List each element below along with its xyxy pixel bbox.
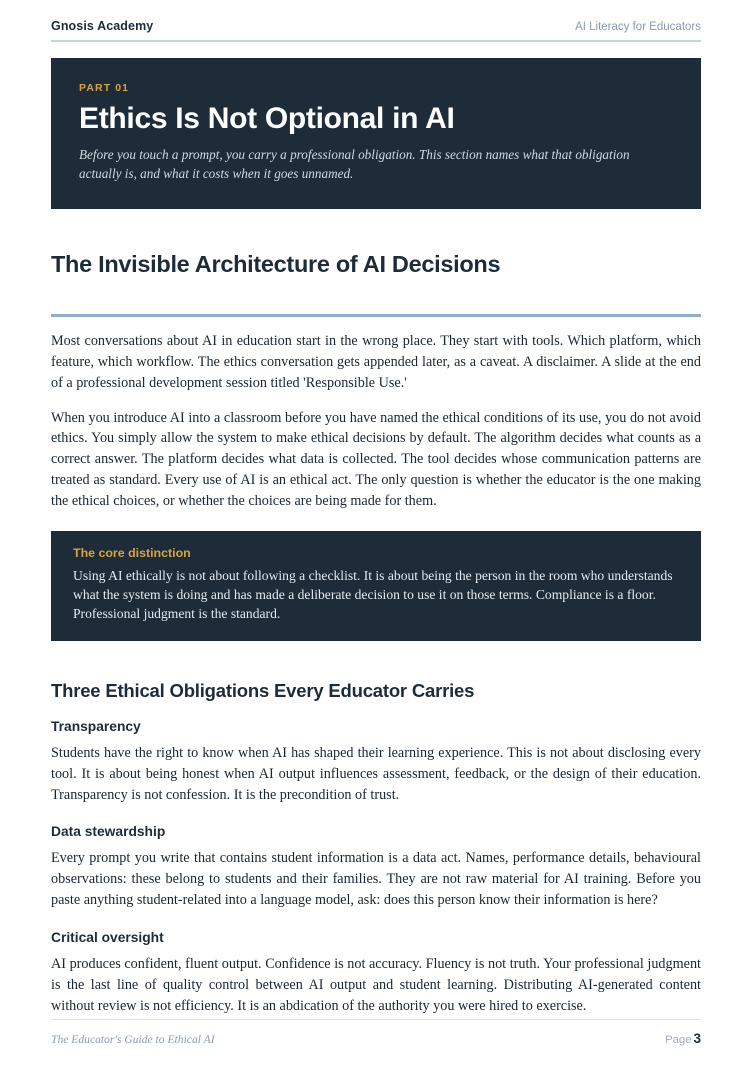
section-paragraph-2: When you introduce AI into a classroom before you have named the ethical conditions of its use, you do not avoid ethics. You simply allow the system to make ethical decisions by default. The algorithm decides what counts as a correct answer. The platform decides what data is collected. The tool decides whose communication patterns are treated as standard. Every use of AI is an ethical act. The only question is whether the educator is the one making the ethical choices, or whether the choices are being made for them.	[51, 409, 701, 509]
obligation-title: Transparency	[51, 718, 141, 734]
footer-page	[665, 1031, 701, 1046]
section-divider	[51, 314, 701, 317]
obligation-item	[51, 719, 701, 806]
brand-name: Gnosis Academy	[51, 19, 154, 33]
footer-title: The Educator's Guide to Ethical AI	[51, 1033, 215, 1046]
callout-title: The core distinction	[73, 545, 191, 560]
obligation-item	[51, 930, 701, 1017]
footer-page-number: 3	[693, 1031, 701, 1046]
section-paragraph-1: Most conversations about AI in education start in the wrong place. They start with tools. Which platform, which feature, which workflow. The ethics conversation gets appended later, as a caveat. A disclaimer. A slide at the end of a professional development session titled 'Responsible Use.'	[51, 332, 701, 391]
obligation-body: Every prompt you write that contains student information is a data act. Names, performance details, behavioural observations: these belong to students and their families. They are not raw material for AI training. Before you paste anything student-related into a language model, ask: does this person know their information is here?	[51, 850, 701, 909]
core-distinction-callout	[51, 531, 701, 641]
part-standfirst: Before you touch a prompt, you carry a professional obligation. This section names what that obligation actually is, and what it costs when it goes unnamed.	[79, 146, 630, 181]
obligation-title: Critical oversight	[51, 930, 164, 946]
header-kicker: AI Literacy for Educators	[575, 21, 701, 33]
callout-body: Using AI ethically is not about following a checklist. It is about being the person in the room who understands what the system is doing and has made a deliberate decision to use it on those terms. Compliance is a floor. Professional judgment is the standard.	[73, 567, 673, 622]
footer-page-label: Page	[665, 1034, 692, 1046]
part-banner	[51, 58, 701, 209]
section-heading: The Invisible Architecture of AI Decisions	[51, 250, 501, 277]
part-title: Ethics Is Not Optional in AI	[79, 102, 455, 135]
running-header	[51, 0, 701, 42]
running-footer	[51, 1019, 701, 1046]
part-label: PART 01	[79, 82, 130, 94]
obligations-heading: Three Ethical Obligations Every Educator Carries	[51, 679, 475, 701]
obligation-body: AI produces confident, fluent output. Confidence is not accuracy. Fluency is not truth. Your professional judgment is the last line of quality control between AI output and student learning. Distributing AI-generated content without review is not efficiency. It is an abdication of the authority you were hired to exercise.	[51, 956, 701, 1014]
obligation-title: Data stewardship	[51, 824, 166, 840]
obligation-item	[51, 824, 701, 911]
obligation-body: Students have the right to know when AI has shaped their learning experience. This is not about disclosing every tool. It is about being honest when AI output influences assessment, feedback, or the design of their education. Transparency is not confession. It is the precondition of trust.	[51, 744, 701, 803]
